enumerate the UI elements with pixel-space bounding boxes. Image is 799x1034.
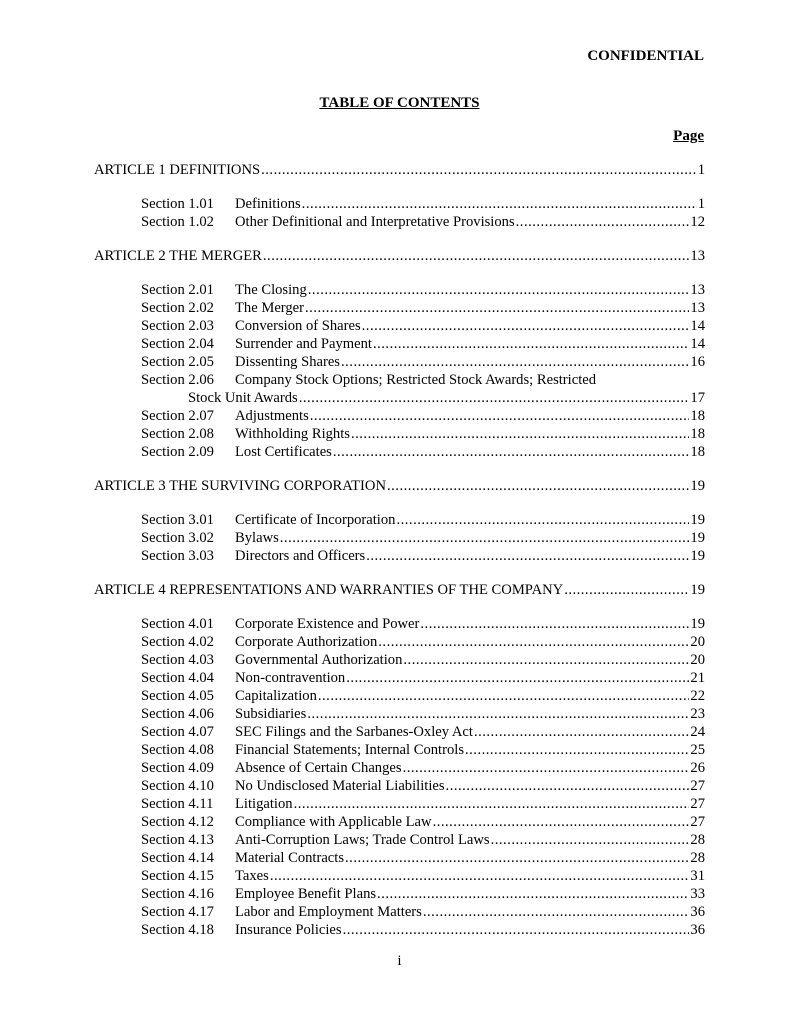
section-page: 16 (690, 354, 705, 370)
section-title: No Undisclosed Material Liabilities (235, 778, 445, 794)
section-page: 13 (690, 282, 705, 298)
article-title: ARTICLE 4 REPRESENTATIONS AND WARRANTIES OF THE COMPANY (94, 582, 564, 598)
page-column-header: Page (673, 128, 704, 144)
section-title: Absence of Certain Changes (235, 760, 402, 776)
dot-leader (270, 867, 690, 885)
section-page: 22 (690, 688, 705, 704)
section-entry[interactable] (94, 529, 705, 547)
dot-leader (302, 195, 697, 213)
section-page: 28 (690, 850, 705, 866)
section-title: Governmental Authorization (235, 652, 403, 668)
spacer (94, 495, 705, 511)
section-number: Section 1.01 (141, 196, 214, 212)
section-number: Section 4.08 (141, 742, 214, 758)
section-number: Section 4.09 (141, 760, 214, 776)
section-title: Anti-Corruption Laws; Trade Control Laws (235, 832, 490, 848)
section-page: 25 (690, 742, 705, 758)
dot-leader (403, 651, 689, 669)
section-entry[interactable] (94, 371, 705, 389)
dot-leader (362, 317, 690, 335)
page-title: TABLE OF CONTENTS (319, 95, 480, 111)
section-page: 23 (690, 706, 705, 722)
spacer (94, 565, 705, 581)
section-title: Dissenting Shares (235, 354, 340, 370)
section-title: Insurance Policies (235, 922, 342, 938)
section-number: Section 2.04 (141, 336, 214, 352)
section-entry[interactable] (94, 705, 705, 723)
section-entry[interactable] (94, 213, 705, 231)
section-title: Taxes (235, 868, 269, 884)
section-entry[interactable] (94, 195, 705, 213)
section-page: 36 (690, 904, 705, 920)
section-title: Conversion of Shares (235, 318, 361, 334)
section-page: 19 (690, 530, 705, 546)
section-page: 19 (690, 616, 705, 632)
dot-leader (333, 443, 690, 461)
article-page: 13 (690, 248, 705, 264)
section-entry[interactable] (94, 759, 705, 777)
section-title: Other Definitional and Interpretative Provisions (235, 214, 515, 230)
section-entry[interactable] (94, 813, 705, 831)
section-entry[interactable] (94, 741, 705, 759)
section-page: 27 (690, 796, 705, 812)
table-of-contents (94, 161, 705, 939)
section-entry[interactable] (94, 885, 705, 903)
section-entry[interactable] (94, 425, 705, 443)
section-title: Employee Benefit Plans (235, 886, 377, 902)
dot-leader (341, 353, 689, 371)
section-entry[interactable] (94, 547, 705, 565)
dot-leader (310, 407, 690, 425)
section-page: 17 (690, 390, 705, 406)
section-number: Section 1.02 (141, 214, 214, 230)
section-number: Section 4.13 (141, 832, 214, 848)
section-title: Adjustments (235, 408, 309, 424)
section-page: 27 (690, 778, 705, 794)
section-title: Compliance with Applicable Law (235, 814, 432, 830)
section-title: Material Contracts (235, 850, 345, 866)
dot-leader (318, 687, 690, 705)
section-page: 24 (690, 724, 705, 740)
section-title: Definitions (235, 196, 301, 212)
section-number: Section 4.10 (141, 778, 214, 794)
section-title: Directors and Officers (235, 548, 366, 564)
section-number: Section 4.18 (141, 922, 214, 938)
section-title: Subsidiaries (235, 706, 307, 722)
section-number: Section 4.16 (141, 886, 214, 902)
dot-leader (294, 795, 690, 813)
section-title: Certificate of Incorporation (235, 512, 396, 528)
dot-leader (465, 741, 689, 759)
dot-leader (516, 213, 690, 231)
section-entry[interactable] (94, 281, 705, 299)
section-entry[interactable] (94, 777, 705, 795)
section-number: Section 3.03 (141, 548, 214, 564)
dot-leader (345, 849, 689, 867)
section-entry[interactable] (94, 687, 705, 705)
dot-leader (261, 161, 697, 179)
section-page: 31 (690, 868, 705, 884)
section-page: 18 (690, 444, 705, 460)
section-page: 13 (690, 300, 705, 316)
dot-leader (373, 335, 689, 353)
section-page: 27 (690, 814, 705, 830)
dot-leader (263, 247, 690, 265)
article-page: 1 (697, 162, 705, 178)
section-number: Section 4.03 (141, 652, 214, 668)
section-title: Surrender and Payment (235, 336, 372, 352)
section-entry[interactable] (94, 615, 705, 633)
section-number: Section 4.01 (141, 616, 214, 632)
article-title: ARTICLE 1 DEFINITIONS (94, 162, 261, 178)
section-number: Section 4.04 (141, 670, 214, 686)
section-page: 14 (690, 336, 705, 352)
section-page: 36 (690, 922, 705, 938)
section-number: Section 3.02 (141, 530, 214, 546)
dot-leader (474, 723, 689, 741)
section-page: 18 (690, 408, 705, 424)
article-title: ARTICLE 2 THE MERGER (94, 248, 262, 264)
section-page: 1 (697, 196, 705, 212)
section-entry[interactable] (94, 443, 705, 461)
dot-leader (387, 477, 689, 495)
article-entry[interactable] (94, 581, 705, 599)
spacer (94, 231, 705, 247)
section-page: 21 (690, 670, 705, 686)
section-entry[interactable] (94, 299, 705, 317)
dot-leader (305, 299, 689, 317)
section-entry[interactable] (94, 795, 705, 813)
dot-leader (564, 581, 689, 599)
section-number: Section 3.01 (141, 512, 214, 528)
confidential-label: CONFIDENTIAL (587, 48, 704, 64)
section-number: Section 2.01 (141, 282, 214, 298)
spacer (94, 179, 705, 195)
section-entry[interactable] (94, 353, 705, 371)
article-entry[interactable] (94, 477, 705, 495)
section-title: Corporate Authorization (235, 634, 378, 650)
section-number: Section 2.05 (141, 354, 214, 370)
section-number: Section 2.09 (141, 444, 214, 460)
article-page: 19 (690, 582, 705, 598)
section-page: 19 (690, 512, 705, 528)
section-title: Non-contravention (235, 670, 346, 686)
section-number: Section 2.03 (141, 318, 214, 334)
dot-leader (343, 921, 690, 939)
article-page: 19 (690, 478, 705, 494)
dot-leader (308, 281, 690, 299)
section-entry[interactable] (94, 867, 705, 885)
section-title: Capitalization (235, 688, 317, 704)
section-entry[interactable] (94, 723, 705, 741)
section-number: Section 4.17 (141, 904, 214, 920)
section-title: Financial Statements; Internal Controls (235, 742, 464, 758)
section-number: Section 2.07 (141, 408, 214, 424)
section-title: Labor and Employment Matters (235, 904, 422, 920)
article-entry[interactable] (94, 161, 705, 179)
section-entry[interactable] (94, 317, 705, 335)
section-page: 20 (690, 652, 705, 668)
section-title-continued: Stock Unit Awards (188, 390, 298, 406)
section-entry[interactable] (94, 335, 705, 353)
section-entry[interactable] (94, 633, 705, 651)
section-entry[interactable] (94, 831, 705, 849)
article-entry[interactable] (94, 247, 705, 265)
section-number: Section 4.14 (141, 850, 214, 866)
spacer (94, 599, 705, 615)
section-number: Section 4.06 (141, 706, 214, 722)
section-page: 26 (690, 760, 705, 776)
dot-leader (351, 425, 689, 443)
section-page: 12 (690, 214, 705, 230)
dot-leader (423, 903, 690, 921)
spacer (94, 461, 705, 477)
section-title: Company Stock Options; Restricted Stock Awards; Restricted (235, 372, 597, 388)
section-page: 18 (690, 426, 705, 442)
dot-leader (420, 615, 689, 633)
section-number: Section 2.08 (141, 426, 214, 442)
section-title: Withholding Rights (235, 426, 350, 442)
section-number: Section 2.06 (141, 372, 214, 388)
dot-leader (280, 529, 690, 547)
section-page: 14 (690, 318, 705, 334)
section-entry[interactable] (94, 903, 705, 921)
section-entry[interactable] (94, 669, 705, 687)
section-number: Section 4.05 (141, 688, 214, 704)
dot-leader (396, 511, 689, 529)
section-number: Section 4.07 (141, 724, 214, 740)
section-title: Corporate Existence and Power (235, 616, 420, 632)
dot-leader (491, 831, 690, 849)
section-number: Section 4.15 (141, 868, 214, 884)
section-number: Section 4.11 (141, 796, 214, 812)
section-page: 19 (690, 548, 705, 564)
section-entry[interactable] (94, 651, 705, 669)
section-entry[interactable] (94, 407, 705, 425)
section-title: Litigation (235, 796, 293, 812)
dot-leader (377, 885, 689, 903)
section-number: Section 4.12 (141, 814, 214, 830)
section-title: The Merger (235, 300, 305, 316)
dot-leader (403, 759, 690, 777)
section-title: The Closing (235, 282, 307, 298)
section-title: SEC Filings and the Sarbanes-Oxley Act (235, 724, 473, 740)
section-number: Section 2.02 (141, 300, 214, 316)
dot-leader (307, 705, 689, 723)
dot-leader (446, 777, 690, 795)
page-number: i (397, 953, 402, 969)
section-page: 20 (690, 634, 705, 650)
section-title: Lost Certificates (235, 444, 332, 460)
section-page: 33 (690, 886, 705, 902)
article-title: ARTICLE 3 THE SURVIVING CORPORATION (94, 478, 386, 494)
section-entry[interactable] (94, 921, 705, 939)
section-number: Section 4.02 (141, 634, 214, 650)
section-entry-continuation (94, 389, 705, 407)
section-entry[interactable] (94, 849, 705, 867)
section-title: Bylaws (235, 530, 279, 546)
section-entry[interactable] (94, 511, 705, 529)
dot-leader (299, 389, 690, 407)
dot-leader (433, 813, 690, 831)
spacer (94, 265, 705, 281)
section-page: 28 (690, 832, 705, 848)
dot-leader (346, 669, 689, 687)
dot-leader (366, 547, 689, 565)
dot-leader (378, 633, 689, 651)
